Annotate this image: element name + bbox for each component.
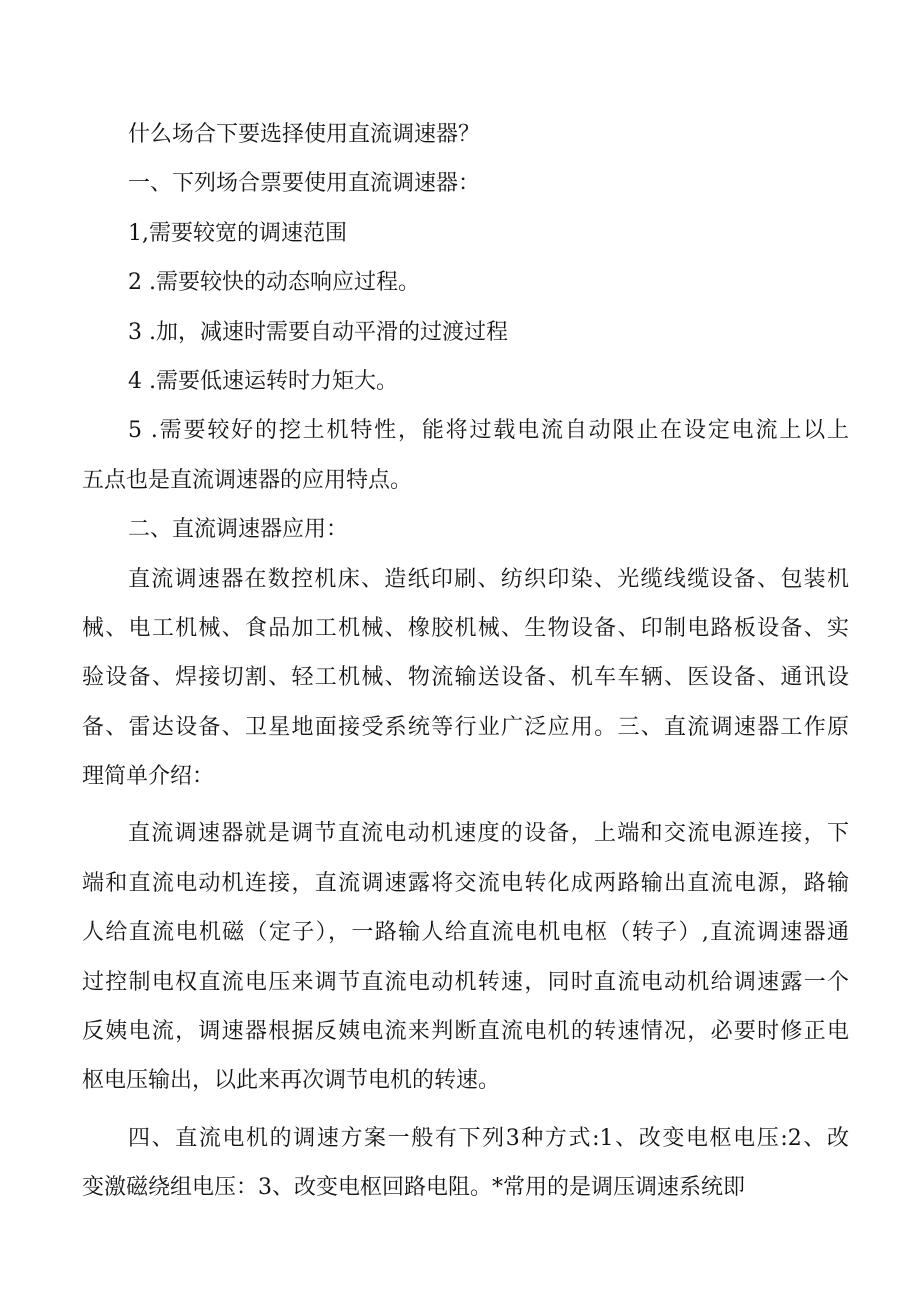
section1-heading: 一、下列场合票要使用直流调速器： (128, 171, 481, 197)
document-body (82, 110, 849, 1213)
section3-line-3: 人给直流电机磁（定子），一路输人给直流电机电枢（转子）,直流调速器通 (82, 920, 849, 946)
section1-item-5: 5 .需要较好的挖土机特性，能将过载电流自动限止在设定电流上以上 (128, 418, 849, 444)
section1-item-3: 3 .加，减速时需要自动平滑的过渡过程 (128, 319, 508, 345)
section2-line-4: 备、雷达设备、卫星地面接受系统等行业广泛应用。三、直流调速器工作原 (82, 714, 849, 740)
document-title: 什么场合下要选择使用直流调速器？ (128, 122, 481, 147)
section3-line-1: 直流调速器就是调节直流电动机速度的设备，上端和交流电源连接，下 (128, 821, 849, 847)
paragraph-gap (82, 801, 849, 809)
section3-line-5: 反姨电流，调速器根据反姨电流来判断直流电机的转速情况，必要时修正电 (82, 1019, 849, 1045)
section4-line-1: 四、直流电机的调速方案一般有下列3种方式:1、改变电枢电压:2、改 (128, 1125, 849, 1151)
section3-line-2: 端和直流电动机连接，直流调速露将交流电转化成两路输出直流电源，路输 (82, 870, 849, 896)
section1-item-4: 4 .需要低速运转时力矩大。 (128, 368, 398, 394)
section2-line-5: 理简单介绍： (82, 764, 215, 790)
section3-line-4: 过控制电权直流电压来调节直流电动机转速，同时直流电动机给调速露一个 (82, 969, 849, 995)
section2-line-2: 械、电工机械、食品加工机械、橡胶机械、生物设备、印制电路板设备、实 (82, 615, 849, 641)
section4-line-2: 变激磁绕组电压：3、改变电枢回路电阻。*常用的是调压调速系统即 (82, 1175, 745, 1201)
section1-item-2: 2 .需要较快的动态响应过程。 (128, 270, 420, 296)
section2-line-3: 验设备、焊接切割、轻工机械、物流输送设备、机车车辆、医设备、通讯设 (82, 665, 849, 691)
section1-summary: 五点也是直流调速器的应用特点。 (82, 467, 413, 493)
section1-item-1: 1,需要较宽的调速范围 (128, 220, 347, 246)
section3-line-6: 枢电压输出，以此来再次调节电机的转速。 (82, 1068, 501, 1094)
paragraph-gap (82, 1106, 849, 1114)
section2-heading: 二、直流调速器应用： (128, 517, 349, 543)
section2-line-1: 直流调速器在数控机床、造纸印刷、纺织印染、光缆线缆设备、包装机 (128, 566, 849, 592)
